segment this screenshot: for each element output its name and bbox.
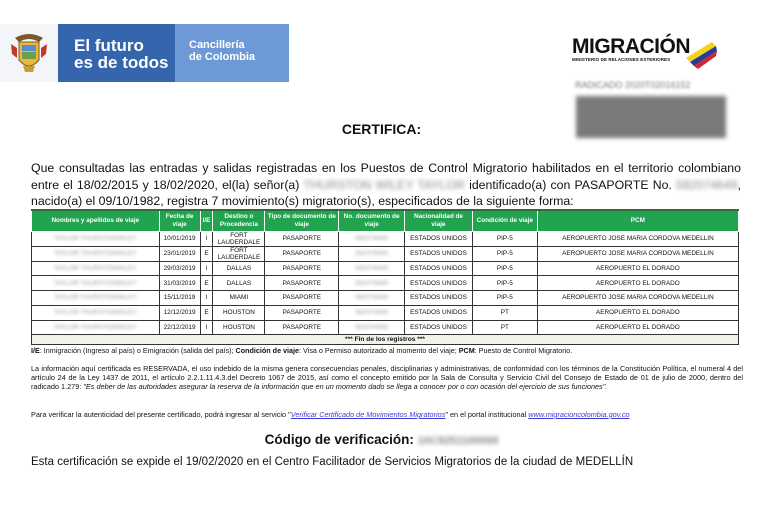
- table-row: [32, 261, 739, 276]
- cell-pcm: AEROPUERTO JOSE MARIA CORDOVA MEDELLIN: [537, 246, 738, 261]
- cell-condition: PIP-5: [472, 231, 537, 246]
- cell-date: 31/03/2019: [159, 276, 200, 291]
- legend-condition-label: Condición de viaje: [235, 346, 300, 355]
- redacted-name: TAYLOR THURSTONWILEY: [53, 324, 137, 332]
- cell-doc-type: PASAPORTE: [265, 291, 339, 306]
- cell-date: 23/01/2019: [159, 246, 200, 261]
- cell-condition: PT: [472, 305, 537, 320]
- cell-pcm: AEROPUERTO EL DORADO: [537, 305, 738, 320]
- col-header-destination: Destino o Procedencia: [213, 210, 265, 231]
- cell-pcm: AEROPUERTO EL DORADO: [537, 276, 738, 291]
- cell-ie: I: [200, 231, 213, 246]
- cell-destination: HOUSTON: [213, 305, 265, 320]
- end-of-records-row: [32, 335, 739, 345]
- cell-name: [32, 305, 160, 320]
- cell-doc-number: [339, 305, 405, 320]
- redacted-name: TAYLOR THURSTONWILEY: [53, 309, 137, 317]
- cell-nationality: ESTADOS UNIDOS: [405, 261, 473, 276]
- intro-text-2: identificado(a) con PASAPORTE No.: [464, 177, 676, 192]
- cell-doc-type: PASAPORTE: [265, 276, 339, 291]
- cell-nationality: ESTADOS UNIDOS: [405, 305, 473, 320]
- brand-slogan: [58, 24, 175, 82]
- redacted-name: TAYLOR THURSTONWILEY: [53, 294, 137, 302]
- legend-ie-text: : Inmigración (Ingreso al país) o Emigración (salida del país);: [39, 346, 236, 355]
- cell-date: 29/03/2019: [159, 261, 200, 276]
- redacted-passport-number: 582074649: [676, 177, 738, 192]
- slogan-line-1: El futuro: [74, 36, 144, 55]
- redacted-verification-code: 10C9251100069: [417, 435, 499, 447]
- movements-table: [31, 209, 739, 345]
- cell-ie: I: [200, 320, 213, 335]
- agency-title: MIGRACIÓN: [572, 35, 690, 58]
- legend-ie-label: I/E: [31, 346, 40, 355]
- redacted-doc-number: 582074649: [355, 309, 388, 317]
- cell-ie: I: [200, 291, 213, 306]
- cell-doc-number: [339, 291, 405, 306]
- cell-destination: MIAMI: [213, 291, 265, 306]
- cell-ie: E: [200, 246, 213, 261]
- cell-nationality: ESTADOS UNIDOS: [405, 320, 473, 335]
- redacted-name: TAYLOR THURSTONWILEY: [53, 235, 137, 242]
- colombia-flag-swoosh-icon: [684, 40, 718, 70]
- cell-ie: E: [200, 305, 213, 320]
- table-legend: [31, 346, 572, 355]
- cell-doc-type: PASAPORTE: [265, 231, 339, 246]
- cancilleria-banner: [0, 24, 289, 82]
- table-header-row: [32, 210, 739, 231]
- cell-destination: FORT LAUDERDALE: [213, 231, 265, 246]
- col-header-date: Fecha de viaje: [159, 210, 200, 231]
- issue-statement: Esta certificación se expide el 19/02/2020 en el Centro Facilitador de Servicios Migratorios de la ciudad de MEDELLÍN: [31, 456, 634, 468]
- cell-name: [32, 231, 160, 246]
- cell-name: [32, 276, 160, 291]
- ministry-line-1: Cancillería: [189, 39, 245, 51]
- verify-text-1: Para verificar la autenticidad del presente certificado, podrá ingresar al servicio ": [31, 410, 291, 419]
- cell-date: 12/12/2019: [159, 305, 200, 320]
- table-row: [32, 246, 739, 261]
- legend-pcm-label: PCM: [458, 346, 475, 355]
- cell-pcm: AEROPUERTO EL DORADO: [537, 320, 738, 335]
- col-header-nationality: Nacionalidad de viaje: [405, 210, 473, 231]
- table-row: [32, 320, 739, 335]
- cell-pcm: AEROPUERTO EL DORADO: [537, 261, 738, 276]
- ministry-line-2: de Colombia: [189, 51, 256, 63]
- legend-condition-text: : Visa o Permiso autorizado al momento del viaje;: [299, 346, 459, 355]
- cell-doc-number: [339, 231, 405, 246]
- cell-pcm: AEROPUERTO JOSE MARIA CORDOVA MEDELLIN: [537, 231, 738, 246]
- cell-name: [32, 261, 160, 276]
- radicado-number: RADICADO 2020T02016152: [575, 80, 691, 90]
- col-header-name: Nombres y apellidos de viaje: [32, 210, 160, 231]
- cell-destination: FORT LAUDERDALE: [213, 246, 265, 261]
- migracion-logo: [572, 36, 692, 62]
- table-row: [32, 291, 739, 306]
- ministry-name: [175, 24, 289, 82]
- redacted-name: TAYLOR THURSTONWILEY: [53, 264, 137, 272]
- cell-doc-number: [339, 320, 405, 335]
- agency-subtitle: MINISTERIO DE RELACIONES EXTERIORES: [572, 57, 671, 62]
- cell-nationality: ESTADOS UNIDOS: [405, 246, 473, 261]
- cell-ie: E: [200, 276, 213, 291]
- redacted-doc-number: 582074649: [355, 294, 388, 302]
- verification-code: [0, 432, 763, 447]
- table-row: [32, 231, 739, 246]
- intro-paragraph: [31, 160, 741, 210]
- redacted-doc-number: 582074649: [355, 250, 388, 257]
- redacted-doc-number: 582074649: [355, 324, 388, 332]
- cell-destination: HOUSTON: [213, 320, 265, 335]
- cell-destination: DALLAS: [213, 261, 265, 276]
- cell-doc-type: PASAPORTE: [265, 261, 339, 276]
- table-row: [32, 276, 739, 291]
- verification-code-label: Código de verificación:: [264, 432, 414, 447]
- end-of-records-label: *** Fin de los registros ***: [32, 335, 739, 345]
- reserved-notice: [31, 364, 743, 392]
- cell-doc-type: PASAPORTE: [265, 246, 339, 261]
- cell-name: [32, 291, 160, 306]
- cell-doc-type: PASAPORTE: [265, 305, 339, 320]
- cell-doc-number: [339, 246, 405, 261]
- col-header-pcm: PCM: [537, 210, 738, 231]
- col-header-doc-type: Tipo de documento de viaje: [265, 210, 339, 231]
- colombia-coat-of-arms-icon: [0, 24, 58, 82]
- col-header-condition: Condición de viaje: [472, 210, 537, 231]
- table-row: [32, 305, 739, 320]
- document-title: CERTIFICA:: [341, 121, 422, 137]
- cell-pcm: AEROPUERTO JOSE MARIA CORDOVA MEDELLIN: [537, 291, 738, 306]
- cell-condition: PT: [472, 320, 537, 335]
- verify-service-link[interactable]: Verificar Certificado de Movimientos Migratorios: [290, 410, 446, 419]
- cell-doc-type: PASAPORTE: [265, 320, 339, 335]
- redacted-person-name: THURSTON WILEY TAYLOR: [303, 177, 465, 192]
- reserved-text: La información aquí certificada es RESERVADA, el uso indebido de la misma genera consecuencias penales, disciplinarias y administrativas, de conformidad con los términos de la Constitución Política, el numeral 4 del artículo 24 de la Ley 1437 de 2011, el artículo 2.2.1.11.4.3.del Decreto 1067 de 2015, así como el concepto emitido por la Sala de Consulta y Servicio Civil del Consejo de Estado de 01 de julio de 2000, dentro del radicado 1.279:: [31, 364, 743, 392]
- cell-nationality: ESTADOS UNIDOS: [405, 276, 473, 291]
- legend-pcm-text: : Puesto de Control Migratorio.: [474, 346, 573, 355]
- cell-destination: DALLAS: [213, 276, 265, 291]
- cell-condition: PIP-5: [472, 246, 537, 261]
- intro-text-3: , nacido(a) el 09/10/1982, registra 7 movimiento(s) migratorio(s), especificados de la siguiente forma:: [31, 177, 741, 208]
- cell-ie: I: [200, 261, 213, 276]
- cell-doc-number: [339, 276, 405, 291]
- portal-link[interactable]: www.migracioncolombia.gov.co: [528, 410, 630, 419]
- redacted-name: TAYLOR THURSTONWILEY: [53, 250, 137, 257]
- cell-condition: PIP-5: [472, 291, 537, 306]
- cell-date: 15/11/2019: [159, 291, 200, 306]
- verify-notice: [31, 410, 630, 419]
- intro-text-1: Que consultadas las entradas y salidas registradas en los Puestos de Control Migratorio habilitados en el territorio colombiano entre el 18/02/2015 y 18/02/2020, el(la) señor(a): [31, 161, 741, 192]
- cell-name: [32, 246, 160, 261]
- redacted-name: TAYLOR THURSTONWILEY: [53, 279, 137, 287]
- redacted-doc-number: 582074649: [355, 279, 388, 287]
- cell-doc-number: [339, 261, 405, 276]
- redacted-doc-number: 582074649: [355, 235, 388, 242]
- cell-condition: PIP-5: [472, 276, 537, 291]
- cell-nationality: ESTADOS UNIDOS: [405, 291, 473, 306]
- cell-name: [32, 320, 160, 335]
- slogan-line-2: es de todos: [74, 53, 169, 72]
- cell-condition: PIP-5: [472, 261, 537, 276]
- cell-nationality: ESTADOS UNIDOS: [405, 231, 473, 246]
- redacted-doc-number: 582074649: [355, 264, 388, 272]
- cell-date: 22/12/2019: [159, 320, 200, 335]
- cell-date: 10/01/2019: [159, 231, 200, 246]
- col-header-doc-number: No. documento de viaje: [339, 210, 405, 231]
- reserved-quote: "Es deber de las autoridades asegurar la reserva de la información que en un momento dado se llega a conocer por o con ocasión del ejercicio de sus funciones".: [83, 382, 608, 392]
- col-header-ie: I/E: [200, 210, 213, 231]
- verify-text-2: " en el portal institucional: [445, 410, 529, 419]
